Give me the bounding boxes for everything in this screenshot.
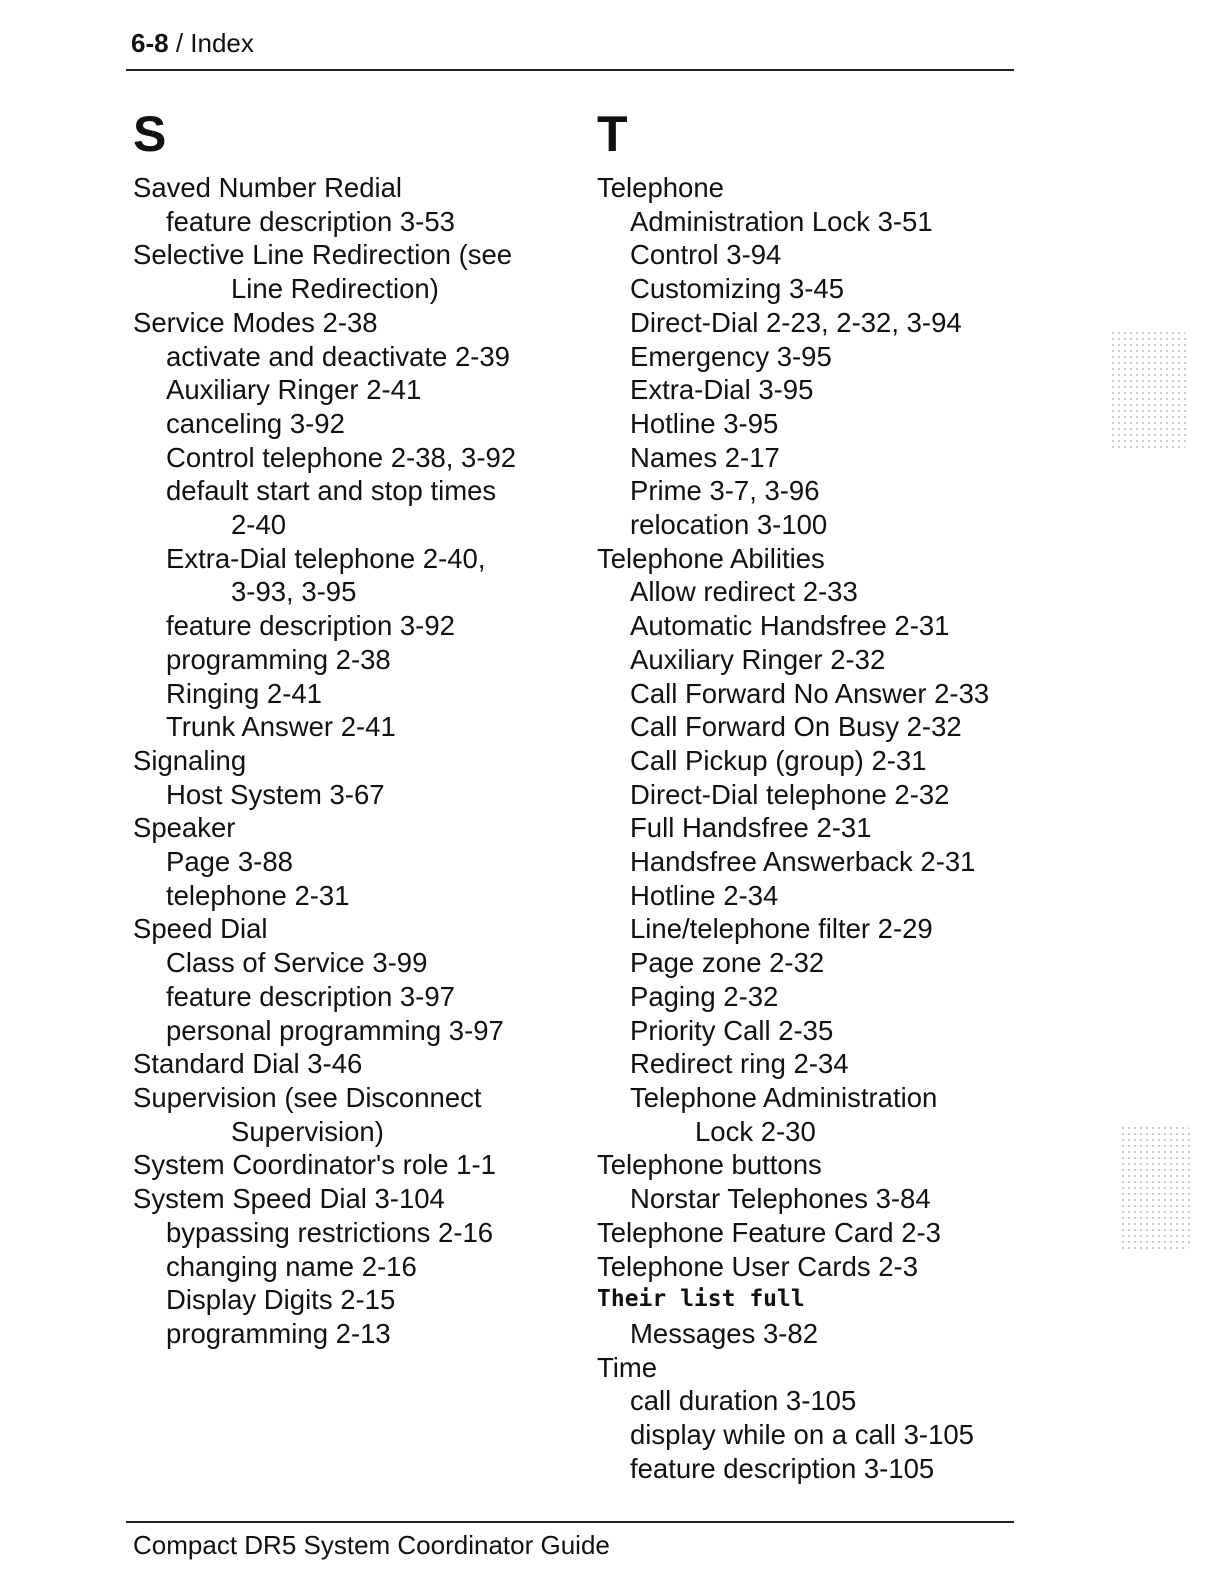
index-entry: System Speed Dial 3-104 — [133, 1183, 445, 1215]
index-entry: Saved Number Redial — [133, 172, 403, 203]
header-rule — [126, 69, 1014, 71]
index-subentry-continuation: 2-40 — [231, 509, 287, 541]
index-subentry: Class of Service 3-99 — [166, 947, 428, 979]
index-entry: Time — [597, 1351, 658, 1383]
index-subentry: Call Pickup (group) 2-31 — [630, 744, 927, 776]
index-subentry: Extra-Dial 3-95 — [630, 374, 814, 406]
index-subentry: canceling 3-92 — [166, 407, 345, 439]
index-subentry-continuation: Lock 2-30 — [695, 1115, 816, 1147]
index-subentry: Auxiliary Ringer 2-32 — [630, 643, 886, 675]
index-subentry-continuation: 3-93, 3-95 — [231, 576, 357, 608]
index-entry: Telephone — [597, 172, 724, 203]
index-subentry: Line/telephone filter 2-29 — [630, 913, 933, 945]
index-subentry: Hotline 3-95 — [630, 407, 779, 439]
index-entry: Standard Dial 3-46 — [133, 1048, 363, 1080]
index-subentry: personal programming 3-97 — [166, 1014, 504, 1046]
index-subentry: Ringing 2-41 — [166, 677, 322, 709]
index-subentry: display while on a call 3-105 — [630, 1419, 974, 1451]
index-entry: System Coordinator's role 1-1 — [133, 1149, 496, 1181]
index-subentry: Handsfree Answerback 2-31 — [630, 846, 976, 878]
index-entry: Telephone buttons — [597, 1149, 822, 1181]
index-subentry: Direct-Dial 2-23, 2-32, 3-94 — [630, 306, 962, 338]
index-subentry: Extra-Dial telephone 2-40, — [166, 542, 486, 574]
display-prompt-entry: Their list full — [597, 1286, 805, 1313]
index-entry: Speaker — [133, 812, 236, 844]
index-subentry: Paging 2-32 — [630, 980, 779, 1012]
index-subentry: default start and stop times — [166, 475, 497, 507]
index-subentry: feature description 3-53 — [166, 205, 455, 237]
index-subentry: Prime 3-7, 3-96 — [630, 475, 820, 507]
index-entry: Selective Line Redirection (see — [133, 239, 513, 271]
page-number: 6-8 — [131, 28, 169, 58]
index-entry: Telephone User Cards 2-3 — [597, 1250, 919, 1282]
index-entry: Telephone Feature Card 2-3 — [597, 1216, 941, 1248]
index-entry: Telephone Abilities — [597, 542, 825, 574]
index-subentry: call duration 3-105 — [630, 1385, 857, 1417]
index-subentry: Emergency 3-95 — [630, 340, 832, 372]
index-entry: Speed Dial — [133, 913, 268, 945]
section-letter: S — [133, 106, 167, 162]
index-subentry: Redirect ring 2-34 — [630, 1048, 849, 1080]
index-subentry: telephone 2-31 — [166, 879, 350, 911]
scan-artifact — [1110, 330, 1186, 450]
index-subentry: Telephone Administration — [630, 1081, 938, 1113]
index-subentry: Page zone 2-32 — [630, 947, 825, 979]
index-subentry: bypassing restrictions 2-16 — [166, 1216, 494, 1248]
index-column-s — [133, 107, 573, 1351]
index-entry-continuation: Line Redirection) — [231, 273, 439, 305]
index-column-t — [597, 107, 1037, 1485]
index-subentry: Allow redirect 2-33 — [630, 576, 858, 608]
index-subentry: programming 2-13 — [166, 1317, 391, 1349]
index-subentry: Page 3-88 — [166, 846, 293, 878]
index-subentry: Norstar Telephones 3-84 — [630, 1183, 931, 1215]
index-subentry: feature description 3-97 — [166, 980, 455, 1012]
index-subentry: Customizing 3-45 — [630, 273, 844, 305]
index-subentry: Direct-Dial telephone 2-32 — [630, 778, 950, 810]
index-subentry: Host System 3-67 — [166, 778, 385, 810]
index-subentry: Names 2-17 — [630, 441, 780, 473]
index-subentry: Messages 3-82 — [630, 1317, 819, 1349]
index-subentry: Priority Call 2-35 — [630, 1014, 834, 1046]
page-footer: Compact DR5 System Coordinator Guide — [133, 1530, 610, 1560]
page-header — [131, 26, 254, 60]
index-subentry: changing name 2-16 — [166, 1250, 417, 1282]
index-subentry: Control telephone 2-38, 3-92 — [166, 441, 517, 473]
index-subentry: activate and deactivate 2-39 — [166, 340, 510, 372]
index-entry-continuation: Supervision) — [231, 1115, 384, 1147]
index-subentry: Full Handsfree 2-31 — [630, 812, 872, 844]
index-subentry: Hotline 2-34 — [630, 879, 779, 911]
index-subentry: Call Forward No Answer 2-33 — [630, 677, 990, 709]
index-subentry: feature description 3-92 — [166, 610, 455, 642]
footer-rule — [126, 1521, 1014, 1523]
index-subentry: feature description 3-105 — [630, 1452, 935, 1484]
index-entry: Supervision (see Disconnect — [133, 1081, 482, 1113]
index-entry: Signaling — [133, 744, 247, 776]
index-subentry: Auxiliary Ringer 2-41 — [166, 374, 422, 406]
index-subentry: Display Digits 2-15 — [166, 1284, 396, 1316]
index-subentry: programming 2-38 — [166, 643, 391, 675]
index-entry: Service Modes 2-38 — [133, 306, 378, 338]
index-subentry: Trunk Answer 2-41 — [166, 711, 396, 743]
index-subentry: Call Forward On Busy 2-32 — [630, 711, 962, 743]
section-title: / Index — [175, 28, 254, 58]
index-subentry: relocation 3-100 — [630, 509, 828, 541]
index-subentry: Control 3-94 — [630, 239, 782, 271]
index-subentry: Automatic Handsfree 2-31 — [630, 610, 950, 642]
scan-artifact — [1120, 1125, 1190, 1250]
section-letter: T — [597, 106, 628, 162]
index-subentry: Administration Lock 3-51 — [630, 205, 933, 237]
